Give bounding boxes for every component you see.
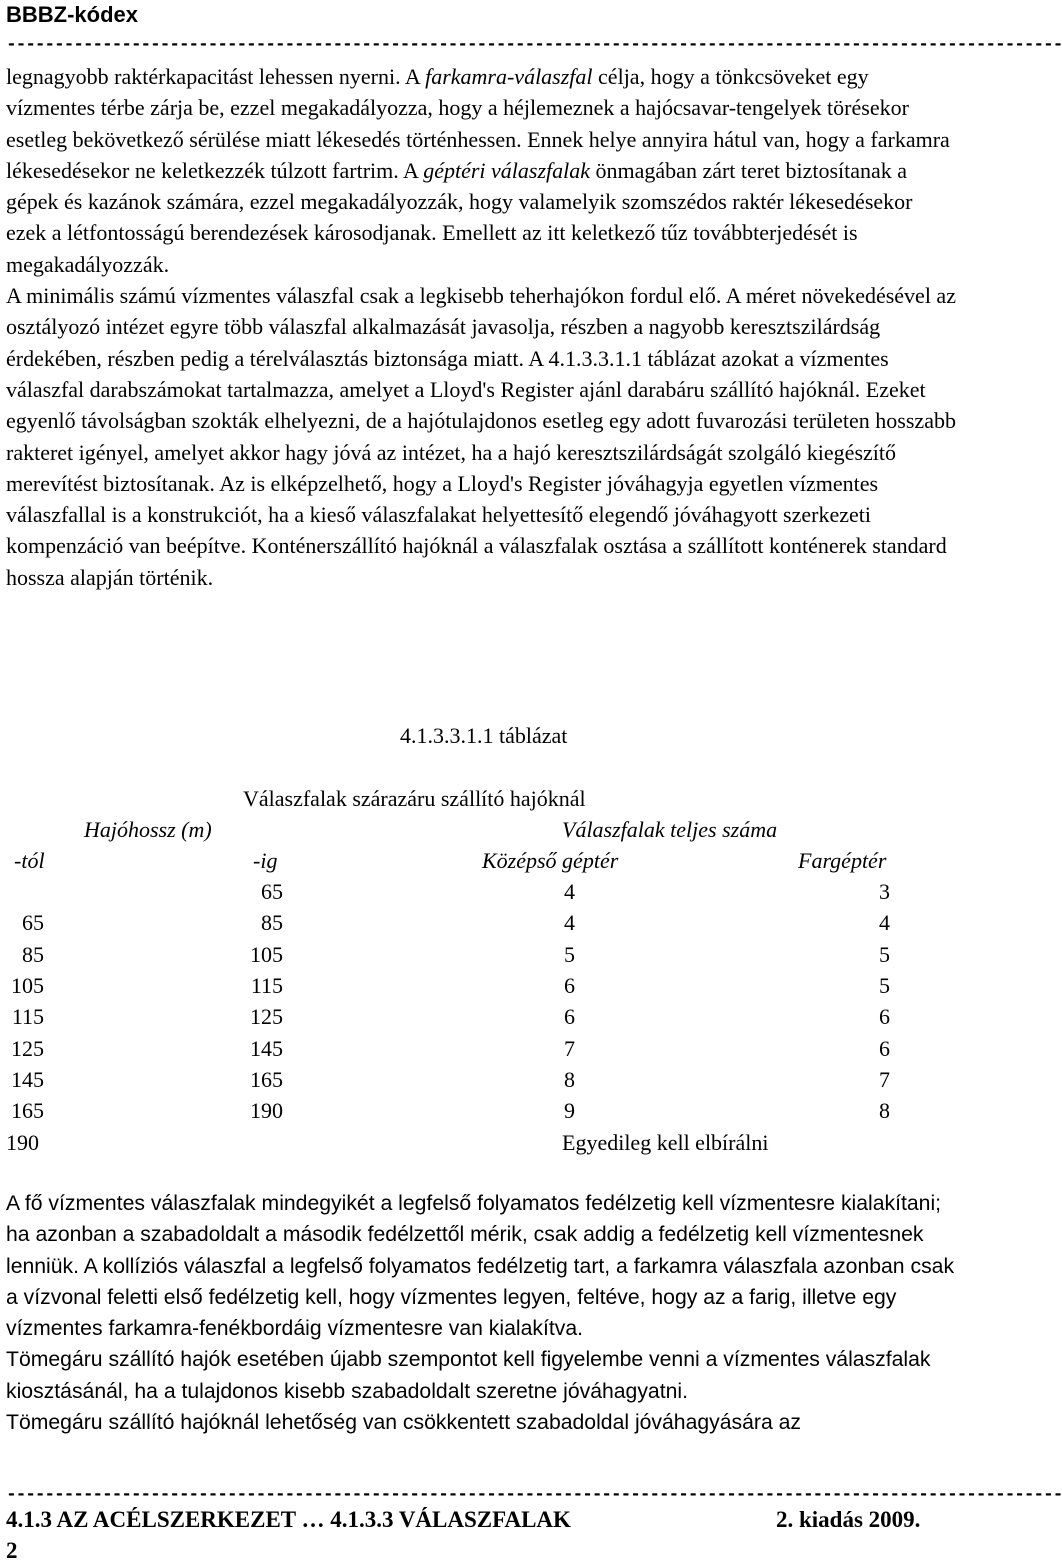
footer-divider: -------------------------------------------------------------------------------------------------------------- bbox=[6, 1485, 1062, 1505]
table-cell-from: 145 bbox=[11, 1066, 44, 1092]
paragraph-reduced-freeboard: Tömegáru szállító hajóknál lehetőség van csökkentett szabadoldal jóváhagyására az bbox=[6, 1411, 802, 1435]
table-cell-from: 85 bbox=[22, 941, 44, 967]
table-cell-mid: 6 bbox=[564, 972, 575, 998]
table-cell-mid: 7 bbox=[564, 1035, 575, 1061]
paragraph-main-bulkheads: A fő vízmentes válaszfalak mindegyikét a legfelső folyamatos fedélzetig kell vízmentesre kialakítani; ha azonban a szabadoldalt a második fedélzettől mérik, csak addig a fedélzetig kell vízmentesnek lenniük. A kollíziós válaszfal a legfelső folyamatos fedélzetig tart, a farkamra válaszfala azonban csak a vízvonal feletti első fedélzetig kell, hogy vízmentes legyen, feltéve, hogy az a farig, illetve egy vízmentes farkamra-fenékbordáig vízmentesre van kialakítva. bbox=[6, 1192, 955, 1341]
table-cell-to: 85 bbox=[261, 910, 283, 936]
table-cell-to: 125 bbox=[250, 1004, 283, 1030]
document-title: BBBZ-kódex bbox=[6, 2, 139, 27]
table-cell-mid: 6 bbox=[564, 1004, 575, 1030]
paragraph-bulk-carriers: Tömegáru szállító hajók esetében újabb szempontot kell figyelembe venni a vízmentes válaszfalak kiosztásánál, ha a tulajdonos kisebb szabadoldalt szeretne jóváhagyatni. bbox=[6, 1348, 931, 1403]
table-cell-to: 65 bbox=[261, 879, 283, 904]
header-hull-length: Hajóhossz (m) bbox=[84, 817, 212, 842]
closing-text bbox=[6, 1188, 956, 1438]
table-cell-from: 115 bbox=[11, 1004, 44, 1030]
header-divider: -------------------------------------------------------------------------------------------------------------- bbox=[6, 35, 1062, 55]
table-cell-aft: 6 bbox=[879, 1004, 890, 1030]
column-midship-engine-room: Középső géptér bbox=[482, 848, 619, 873]
paragraph-bulkhead-count: A minimális számú vízmentes válaszfal csak a legkisebb teherhajókon fordul elő. A méret növekedésével az osztályozó intézet egyre több válaszfal alkalmazását javasolja, részben a nagyobb keresztszilárdság érdekében, részben pedig a térelválasztás biztonsága miatt. A 4.1.3.3.1.1 táblázat azokat a vízmentes válaszfal darabszámokat tartalmazza, amelyet a Lloyd's Register ajánl darabáru szállító hajóknál. Ezeket egyenlő távolságban szokták elhelyezni, de a hajótulajdonos esetleg egy adott fuvarozási területen hosszabb rakteret igényel, amelyet akkor hagy jóvá az intézet, ha a hajó keresztszilárdságát szolgáló kiegészítő merevítést biztosítanak. Az is elképzelhető, hogy a Lloyd's Register jóváhagyja egyetlen vízmentes válaszfallal is a konstrukciót, ha a kieső válaszfalakat helyettesítő elegendő jóváhagyott szerkezeti kompenzáció van beépítve. Konténerszállító hajóknál a válaszfalak osztása a szállított konténerek standard hossza alapján történik. bbox=[6, 283, 956, 590]
table-cell-mid: 8 bbox=[564, 1066, 575, 1092]
table-cell-mid: 4 bbox=[564, 879, 575, 904]
table-cell-to: 145 bbox=[250, 1035, 283, 1061]
table-cell-from: 165 bbox=[11, 1098, 44, 1124]
main-text bbox=[6, 61, 956, 593]
table-cell-from: 65 bbox=[22, 910, 44, 936]
table-cell-aft: 5 bbox=[879, 972, 890, 998]
table-title: Válaszfalak szárazáru szállító hajóknál bbox=[243, 786, 586, 811]
table-cell-mid: 9 bbox=[564, 1098, 575, 1124]
table-cell-note: Egyedileg kell elbírálni bbox=[562, 1130, 769, 1155]
table-cell-aft: 8 bbox=[879, 1098, 890, 1124]
paragraph-bulkhead-roles: legnagyobb raktérkapacitást lehessen nyerni. A farkamra-válaszfal célja, hogy a tönkcsöveket egy vízmentes térbe zárja be, ezzel megakadályozza, hogy a héjlemeznek a hajócsavar-tengelyek törésekor esetleg bekövetkező sérülése miatt lékesedés történhessen. Ennek helye annyira hátul van, hogy a farkamra lékesedésekor ne keletkezzék túlzott fartrim. A géptéri válaszfalak önmagában zárt teret biztosítanak a gépek és kazánok számára, ezzel megakadályozzák, hogy valamelyik szomszédos raktér lékesedésekor ezek a létfontosságú berendezések károsodjanak. Emellett az itt keletkező tűz továbbterjedését is megakadályozzák. bbox=[6, 64, 950, 277]
column-from: -tól bbox=[14, 848, 45, 873]
table-cell-aft: 5 bbox=[879, 941, 890, 967]
table-cell-from: 105 bbox=[11, 972, 44, 998]
table-cell-to: 115 bbox=[250, 972, 283, 998]
table-cell-mid: 5 bbox=[564, 941, 575, 967]
footer-edition: 2. kiadás 2009. bbox=[776, 1507, 921, 1532]
footer-section: 4.1.3 AZ ACÉLSZERKEZET … 4.1.3.3 VÁLASZFALAK bbox=[6, 1507, 571, 1532]
table-cell-to: 105 bbox=[250, 941, 283, 967]
table-cell-from: 125 bbox=[11, 1035, 44, 1061]
page-number: 2 bbox=[6, 1538, 18, 1563]
table-cell-to: 190 bbox=[250, 1098, 283, 1124]
table-cell-aft: 7 bbox=[879, 1066, 890, 1092]
table-number: 4.1.3.3.1.1 táblázat bbox=[400, 723, 568, 748]
column-to: -ig bbox=[253, 848, 278, 873]
column-aft-engine-room: Fargéptér bbox=[798, 848, 887, 873]
table-cell-from: 190 bbox=[6, 1130, 39, 1155]
header-total-bulkheads: Válaszfalak teljes száma bbox=[562, 817, 778, 842]
table-cell-aft: 4 bbox=[879, 910, 890, 936]
table-cell-to: 165 bbox=[250, 1066, 283, 1092]
table-cell-aft: 6 bbox=[879, 1035, 890, 1061]
table-cell-mid: 4 bbox=[564, 910, 575, 936]
table-cell-aft: 3 bbox=[879, 879, 890, 904]
